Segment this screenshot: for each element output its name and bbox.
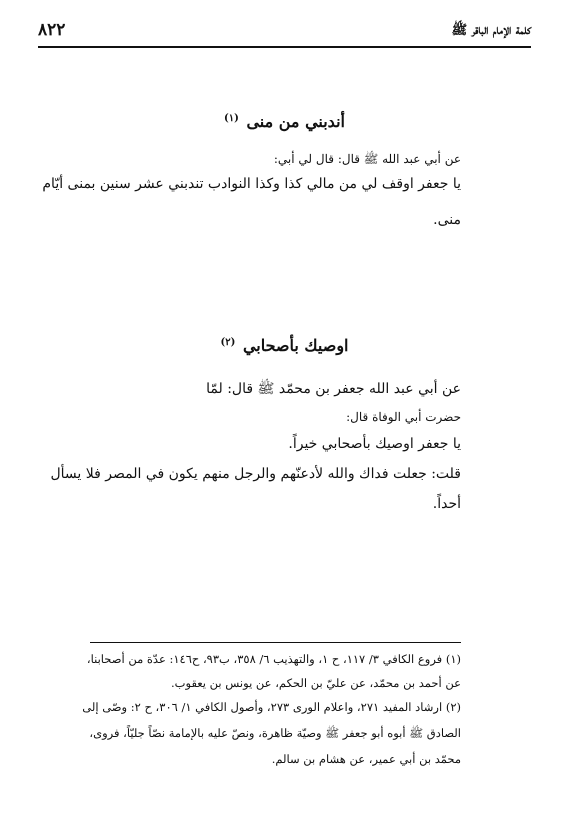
footnotes-divider	[90, 642, 461, 643]
footnote-line-4: الصادق ﷺ أبوه أبو جعفر ﷺ وصيّة ظاهرة، ونصّ عليه بالإمامة نصّاً جليّاً، فروى،	[89, 726, 461, 740]
section1-line-3: منى.	[433, 212, 461, 228]
footnote-ref-2: (٢)	[220, 336, 236, 348]
footnote-line-1: (١) فروع الكافي ٣/ ١١٧، ح ١، والتهذيب ٦/ ٣٥٨، ب٩٣، ح١٤٦: عدّة من أصحابنا،	[86, 652, 461, 666]
section-title-1	[60, 112, 509, 131]
section2-line-4: قلت: جعلت فداك والله لأدعنّهم والرجل منهم يكون في المصر فلا يسأل	[50, 466, 461, 482]
page-number: ٨٢٢	[38, 20, 66, 40]
section-title-2-text: اوصيك بأصحابي	[242, 336, 349, 355]
section-title-1-text: أندبني من منى	[246, 112, 345, 131]
footnote-line-5: محمّد بن أبي عمير، عن هشام بن سالم.	[271, 752, 461, 766]
running-title: كلمة الإمام الباقر ﷺ	[451, 23, 531, 38]
section2-line-5: أحداً.	[432, 496, 461, 512]
footnote-line-2: عن أحمد بن محمّد، عن عليّ بن الحكم، عن يونس بن يعقوب.	[171, 676, 461, 690]
section-title-2	[60, 336, 509, 355]
page-header	[38, 20, 531, 48]
section2-line-3: يا جعفر اوصيك بأصحابي خيراً.	[288, 436, 461, 452]
section2-line-2: حضرت أبي الوفاة قال:	[346, 410, 461, 424]
section1-line-1: عن أبي عبد الله ﷺ قال: قال لي أبي:	[273, 152, 461, 166]
footnote-line-3: (٢) ارشاد المفيد ٢٧١، واعلام الورى ٢٧٣، وأصول الكافي ١/ ٣٠٦، ح ٢: وصّى إلى	[82, 700, 461, 714]
section1-line-2: يا جعفر اوقف لي من مالي كذا وكذا النوادب تندبني عشر سنين بمنى أيّام	[42, 176, 461, 192]
footnote-ref-1: (١)	[224, 112, 239, 124]
section2-line-1: عن أبي عبد الله جعفر بن محمّد ﷺ قال: لمّا	[206, 381, 461, 397]
